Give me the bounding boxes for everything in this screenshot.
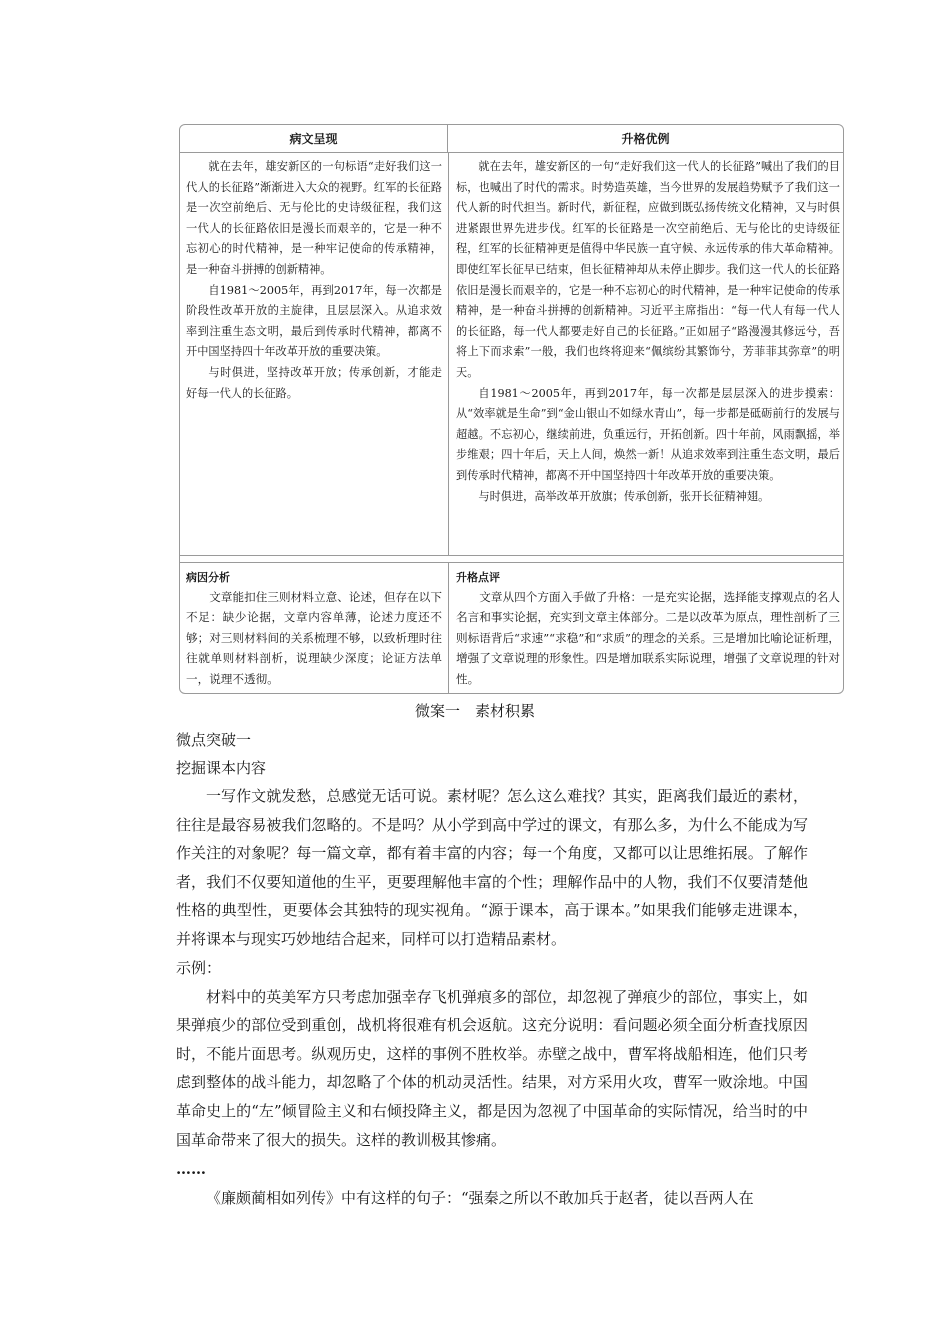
subheading: 微点突破一 [176, 731, 252, 749]
column-divider-bottom [448, 562, 449, 693]
paragraph: 一写作文就发愁，总感觉无话可说。素材呢？怎么这么难找？其实，距离我们最近的素材，往往是最容易被我们忽略的。不是吗？从小学到高中学过的课文，有那么多，为什么不能成为写作关注的对象呢？每一篇文章，都有着丰富的内容；每一个角度，又都可以让思维拓展。了解作者，我们不仅要知道他的生平，更要理解他丰富的个性；理解作品中的人物，我们不仅要清楚他性格的典型性，更要体会其独特的现实视角。“源于课本，高于课本。”如果我们能够走进课本，并将课本与现实巧妙地结合起来，同样可以打造精品素材。 [176, 787, 808, 948]
section-title: 微案一 素材积累 [414, 702, 535, 720]
analysis-cell [186, 569, 442, 689]
comment-text: 文章从四个方面入手做了升格：一是充实论据，选择能支撑观点的名人名言和事实论据，充实到文章主体部分。二是以改革为原点，理性剖析了三则标语背后“求速”“求稳”和“求质”的理念的关系。三是增加比喻论证析理，增强了文章说理的形象性。四是增加联系实际说理，增强了文章说理的针对性。 [456, 590, 840, 686]
comment-heading: 升格点评 [456, 571, 500, 584]
analysis-text: 文章能扣住三则材料立意、论述，但存在以下不足：缺少论据，文章内容单薄，论述力度还不够；对三则材料间的关系梳理不够，以致析理时往往就单则材料剖析，说理缺少深度；论证方法单一，说理不透彻。 [186, 590, 442, 686]
excellent-para: 就在去年，雄安新区的一句“走好我们这一代人的长征路”喊出了我们的目标，也喊出了时代的需求。时势造英雄，当今世界的发展趋势赋予了我们这一代人新的时代担当。新时代，新征程，应做到既弘扬传统文化精神，又与时俱进紧跟世界先进步伐。红军的长征路是一次空前绝后、无与伦比的史诗级征程，红军的长征精神更是值得中华民族一直守候、永远传承的伟大革命精神。即使红军长征早已结束，但长征精神却从未停止脚步。我们这一代人的长征路依旧是漫长而艰辛的，它是一种不忘初心的时代精神，是一种牢记使命的传承精神，是一种奋斗拼搏的创新精神。习近平主席指出：“每一代人有每一代人的长征路，每一代人都要走好自己的长征路。”正如屈子“路漫漫其修远兮，吾将上下而求索”一般，我们也终将迎来“佩缤纷其繁饰兮，芳菲菲其弥章”的明天。 [456, 160, 840, 379]
original-para: 与时俱进，坚持改革开放；传承创新，才能走好每一代人的长征路。 [186, 365, 442, 400]
excellent-essay [456, 157, 840, 507]
original-para: 就在去年，雄安新区的一句标语“走好我们这一代人的长征路”渐渐进入大众的视野。红军的长征路是一次空前绝后、无与伦比的史诗级征程，我们这一代人的长征路依旧是漫长而艰辛的，它是一种不忘初心的时代精神，是一种牢记使命的传承精神，是一种奋斗拼搏的创新精神。 [186, 160, 442, 276]
excellent-para: 自1981～2005年，再到2017年，每一次都是层层深入的进步摸索：从“效率就是生命”到“金山银山不如绿水青山”，每一步都是砥砺前行的发展与超越。不忘初心，继续前进，负重远行，开拓创新。四十年前，风雨飘摇，举步维艰；四十年后，天上人间，焕然一新！从追求效率到注重生态文明，最后到传承时代精神，都离不开中国坚持四十年改革开放的重要决策。 [456, 386, 840, 482]
subheading: 挖掘课本内容 [176, 759, 267, 777]
ellipsis: …… [176, 1160, 206, 1179]
column-divider-top [448, 153, 449, 555]
original-essay [186, 157, 442, 404]
row-divider-double [180, 562, 843, 563]
comparison-table [179, 124, 844, 694]
header-original: 病文呈现 [180, 125, 448, 153]
comment-cell [456, 569, 840, 689]
paragraph: 材料中的英美军方只考虑加强幸存飞机弹痕多的部位，却忽视了弹痕少的部位，事实上，如果弹痕少的部位受到重创，战机将很难有机会返航。这充分说明：看问题必须全面分析查找原因时，不能片面思考。纵观历史，这样的事例不胜枚举。赤壁之战中，曹军将战船相连，他们只考虑到整体的战斗能力，却忽略了个体的机动灵活性。结果，对方采用火攻，曹军一败涂地。中国革命史上的“左”倾冒险主义和右倾投降主义，都是因为忽视了中国革命的实际情况，给当时的中国革命带来了很大的损失。这样的教训极其惨痛。 [176, 987, 808, 1149]
main-content [176, 718, 808, 1213]
paragraph: 《廉颇蔺相如列传》中有这样的句子：“强秦之所以不敢加兵于赵者，徒以吾两人在 [206, 1189, 754, 1208]
excellent-para: 与时俱进，高举改革开放旗；传承创新，张开长征精神翅。 [478, 489, 770, 503]
header-excellent: 升格优例 [448, 125, 843, 153]
original-para: 自1981～2005年，再到2017年，每一次都是阶段性改革开放的主旋律，且层层深入。从追求效率到注重生态文明，最后到传承时代精神，都离不开中国坚持四十年改革开放的重要决策。 [186, 283, 442, 359]
example-label: 示例： [176, 958, 222, 977]
analysis-heading: 病因分析 [186, 571, 230, 584]
row-divider [180, 555, 843, 556]
